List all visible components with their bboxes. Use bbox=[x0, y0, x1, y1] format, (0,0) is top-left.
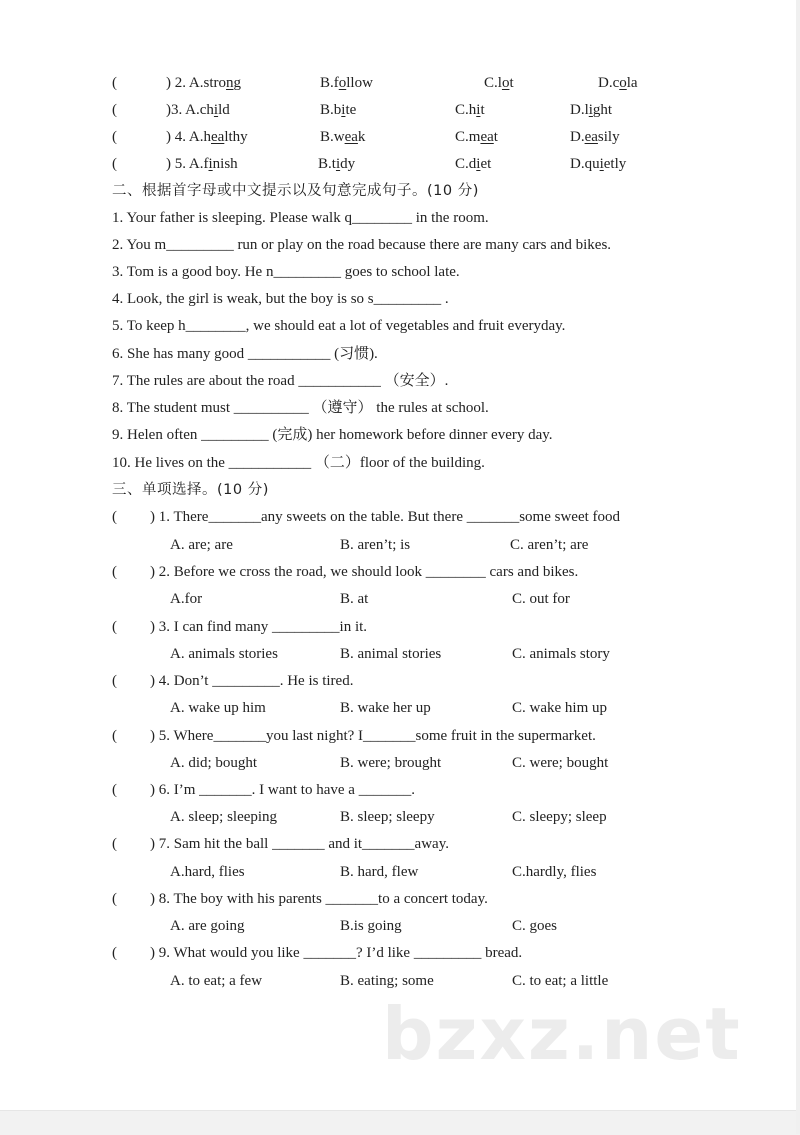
q7-option-b: B. hard, flew bbox=[340, 864, 419, 880]
word-part: lthy bbox=[224, 129, 248, 145]
word-part: D. bbox=[570, 129, 585, 145]
word-part: k bbox=[357, 129, 366, 145]
q4-paren: ( bbox=[112, 673, 117, 689]
s2-item-6: 6. She has many good ___________ (习惯). bbox=[112, 346, 378, 362]
word-part: D.c bbox=[598, 75, 620, 91]
word-part: t bbox=[509, 75, 514, 91]
word-part: ld bbox=[218, 102, 230, 118]
pron-row-3-d bbox=[570, 100, 612, 120]
q3-option-a: A. animals stories bbox=[170, 646, 278, 662]
underlined-letters: i bbox=[476, 156, 481, 172]
word-part: D.qu bbox=[570, 156, 600, 172]
underlined-letters: i bbox=[341, 102, 346, 118]
section-3-heading: 三、单项选择。(10 分) bbox=[112, 482, 269, 498]
pron-row-2-b bbox=[320, 73, 373, 93]
word-part: B.b bbox=[320, 102, 342, 118]
q5-stem: ) 5. Where_______you last night? I_______some fruit in the supermarket. bbox=[150, 728, 596, 744]
pron-number: )3. A. bbox=[166, 102, 200, 118]
q7-stem: ) 7. Sam hit the ball _______ and it_______away. bbox=[150, 836, 449, 852]
pron-row-2-c bbox=[484, 73, 514, 93]
q9-paren: ( bbox=[112, 945, 117, 961]
q1-option-c: C. aren’t; are bbox=[510, 537, 589, 553]
s2-item-9: 9. Helen often _________ (完成) her homework before dinner every day. bbox=[112, 427, 553, 443]
word-part: C.m bbox=[455, 129, 481, 145]
underlined-letters: ea bbox=[584, 129, 598, 145]
q8-option-a: A. are going bbox=[170, 918, 245, 934]
q7-paren: ( bbox=[112, 836, 117, 852]
underlined-letters: ea bbox=[211, 129, 225, 145]
pron-number: ) 4. A. bbox=[166, 129, 204, 145]
pron-row-3-paren: ( bbox=[112, 102, 117, 118]
word-part: D.l bbox=[570, 102, 589, 118]
page-footer-bar bbox=[0, 1110, 800, 1135]
underlined-letters: i bbox=[208, 156, 213, 172]
q8-option-b: B.is going bbox=[340, 918, 402, 934]
q8-stem: ) 8. The boy with his parents _______to a concert today. bbox=[150, 891, 488, 907]
pron-row-4-a bbox=[166, 127, 248, 147]
s2-item-3: 3. Tom is a good boy. He n_________ goes to school late. bbox=[112, 264, 460, 280]
word-part: et bbox=[480, 156, 492, 172]
q2-option-c: C. out for bbox=[512, 591, 570, 607]
s2-item-8: 8. The student must __________ （遵守） the rules at school. bbox=[112, 400, 489, 416]
q5-option-a: A. did; bought bbox=[170, 755, 258, 771]
word-part: dy bbox=[340, 156, 356, 172]
pron-row-2-paren: ( bbox=[112, 75, 117, 91]
pron-row-4-paren: ( bbox=[112, 129, 117, 145]
q3-stem: ) 3. I can find many _________in it. bbox=[150, 619, 368, 635]
watermark-logo: bzxz.net bbox=[382, 992, 742, 1076]
word-part: B.f bbox=[320, 75, 339, 91]
pron-row-5-paren: ( bbox=[112, 156, 117, 172]
word-part: etly bbox=[603, 156, 627, 172]
page-edge bbox=[796, 0, 800, 1134]
underlined-letters: i bbox=[335, 156, 341, 172]
pron-row-4-d bbox=[570, 127, 620, 147]
pron-row-3-c bbox=[455, 100, 485, 120]
word-part: h bbox=[203, 129, 211, 145]
pron-row-2-a bbox=[166, 73, 241, 93]
q5-option-c: C. were; bought bbox=[512, 755, 609, 771]
word-part: C.d bbox=[455, 156, 477, 172]
underlined-letters: i bbox=[588, 102, 593, 118]
word-part: t bbox=[493, 129, 498, 145]
word-part: llow bbox=[346, 75, 373, 91]
word-part: ght bbox=[592, 102, 613, 118]
q2-option-b: B. at bbox=[340, 591, 369, 607]
word-part: te bbox=[345, 102, 357, 118]
pron-row-2-d bbox=[598, 73, 638, 93]
underlined-letters: n bbox=[226, 75, 234, 91]
pron-row-3-a bbox=[166, 100, 230, 120]
s2-item-5: 5. To keep h________, we should eat a lot of vegetables and fruit everyday. bbox=[112, 318, 566, 334]
q5-option-b: B. were; brought bbox=[340, 755, 442, 771]
q6-option-c: C. sleepy; sleep bbox=[512, 809, 607, 825]
word-part: sily bbox=[597, 129, 620, 145]
q6-stem: ) 6. I’m _______. I want to have a _______. bbox=[150, 782, 415, 798]
q6-paren: ( bbox=[112, 782, 117, 798]
q3-paren: ( bbox=[112, 619, 117, 635]
underlined-letters: i bbox=[476, 102, 481, 118]
q4-option-b: B. wake her up bbox=[340, 700, 431, 716]
underlined-letters: ea bbox=[344, 129, 358, 145]
q5-paren: ( bbox=[112, 728, 117, 744]
pron-row-5-d bbox=[570, 154, 626, 174]
q9-option-b: B. eating; some bbox=[340, 973, 434, 989]
word-part: t bbox=[480, 102, 485, 118]
pron-row-4-b bbox=[320, 127, 365, 147]
word-part: stro bbox=[203, 75, 226, 91]
word-part: C.l bbox=[484, 75, 502, 91]
word-part: la bbox=[626, 75, 638, 91]
word-part: nish bbox=[212, 156, 238, 172]
pron-number: ) 2. A. bbox=[166, 75, 204, 91]
underlined-letters: i bbox=[213, 102, 219, 118]
q9-option-a: A. to eat; a few bbox=[170, 973, 263, 989]
pron-number: ) 5. A.f bbox=[166, 156, 209, 172]
q4-option-a: A. wake up him bbox=[170, 700, 266, 716]
pron-row-5-a bbox=[166, 154, 238, 174]
q2-stem: ) 2. Before we cross the road, we should look ________ cars and bikes. bbox=[150, 564, 579, 580]
pron-row-4-c bbox=[455, 127, 498, 147]
q6-option-a: A. sleep; sleeping bbox=[170, 809, 278, 825]
q1-stem: ) 1. There_______any sweets on the table. But there _______some sweet food bbox=[150, 509, 621, 525]
s2-item-10: 10. He lives on the ___________ （二）floor of the building. bbox=[112, 455, 485, 471]
word-part: C.h bbox=[455, 102, 477, 118]
q2-paren: ( bbox=[112, 564, 117, 580]
q9-option-c: C. to eat; a little bbox=[512, 973, 609, 989]
q8-option-c: C. goes bbox=[512, 918, 557, 934]
underlined-letters: o bbox=[619, 75, 627, 91]
q7-option-c: C.hardly, flies bbox=[512, 864, 597, 880]
underlined-letters: o bbox=[501, 75, 510, 91]
s2-item-4: 4. Look, the girl is weak, but the boy is so s_________ . bbox=[112, 291, 449, 307]
q3-option-c: C. animals story bbox=[512, 646, 610, 662]
underlined-letters: ea bbox=[480, 129, 494, 145]
section-2-heading: 二、根据首字母或中文提示以及句意完成句子。(10 分) bbox=[112, 183, 479, 199]
q8-paren: ( bbox=[112, 891, 117, 907]
s2-item-7: 7. The rules are about the road ___________ （安全）. bbox=[112, 373, 449, 389]
underlined-letters: i bbox=[599, 156, 604, 172]
q4-option-c: C. wake him up bbox=[512, 700, 607, 716]
q4-stem: ) 4. Don’t _________. He is tired. bbox=[150, 673, 354, 689]
word-part: B.w bbox=[320, 129, 345, 145]
q1-paren: ( bbox=[112, 509, 117, 525]
underlined-letters: o bbox=[338, 75, 347, 91]
q1-option-a: A. are; are bbox=[170, 537, 233, 553]
pron-row-3-b bbox=[320, 100, 356, 120]
q7-option-a: A.hard, flies bbox=[170, 864, 245, 880]
q9-stem: ) 9. What would you like _______? I’d like _________ bread. bbox=[150, 945, 523, 961]
pron-row-5-c bbox=[455, 154, 491, 174]
q2-option-a: A.for bbox=[170, 591, 203, 607]
word-part: g bbox=[233, 75, 241, 91]
q1-option-b: B. aren’t; is bbox=[340, 537, 411, 553]
pron-row-5-b bbox=[318, 154, 355, 174]
s2-item-2: 2. You m_________ run or play on the road because there are many cars and bikes. bbox=[112, 237, 612, 253]
word-part: ch bbox=[199, 102, 214, 118]
s2-item-1: 1. Your father is sleeping. Please walk q________ in the room. bbox=[112, 210, 489, 226]
q3-option-b: B. animal stories bbox=[340, 646, 442, 662]
q6-option-b: B. sleep; sleepy bbox=[340, 809, 435, 825]
word-part: B.t bbox=[318, 156, 336, 172]
